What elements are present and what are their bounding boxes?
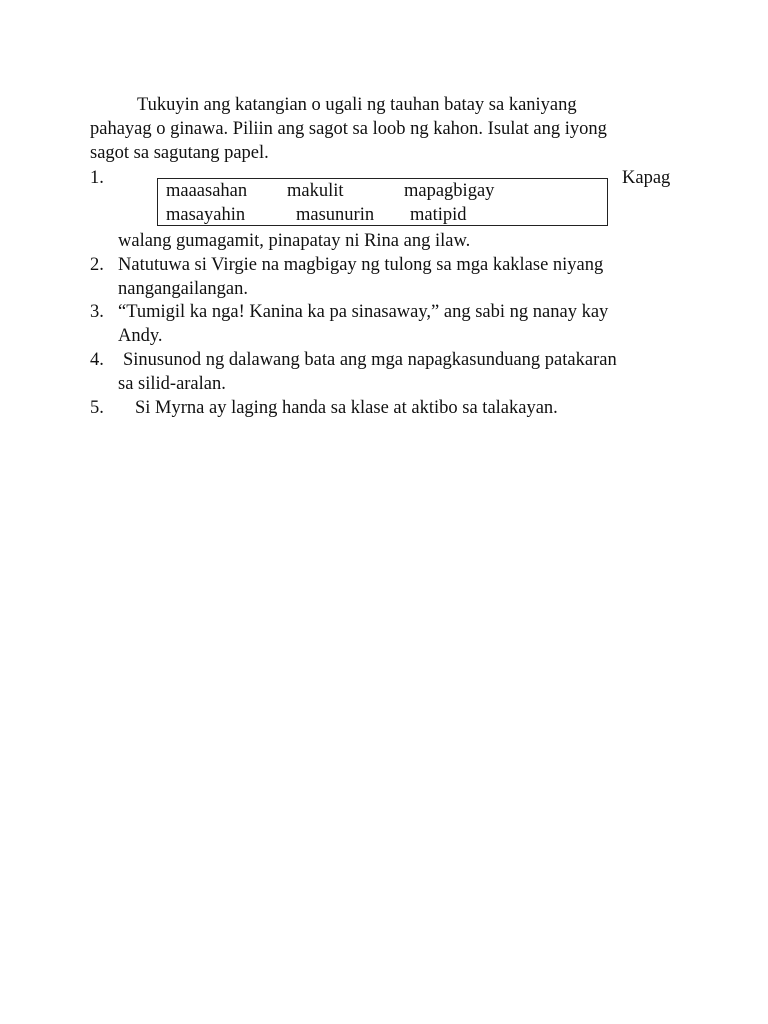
choice-makulit: makulit [287, 181, 344, 201]
choice-masayahin: masayahin [166, 205, 246, 225]
item-1-text-rest: walang gumagamit, pinapatay ni Rina ang ilaw. [118, 231, 471, 251]
item-3-line-1: “Tumigil ka nga! Kanina ka pa sinasaway,” ang sabi ng nanay kay [118, 302, 609, 322]
item-3-number: 3. [90, 302, 104, 322]
item-3-line-2: Andy. [118, 326, 163, 346]
item-1-text-start: Kapag [622, 168, 671, 188]
item-2-line-1: Natutuwa si Virgie na magbigay ng tulong sa mga kaklase niyang [118, 255, 604, 275]
item-5-line-1: Si Myrna ay laging handa sa klase at aktibo sa talakayan. [135, 398, 558, 418]
choice-mapagbigay: mapagbigay [404, 181, 495, 201]
choice-matipid: matipid [410, 205, 467, 225]
choice-box [157, 178, 608, 226]
item-2-number: 2. [90, 255, 104, 275]
choice-masunurin: masunurin [296, 205, 375, 225]
choice-maaasahan: maaasahan [166, 181, 248, 201]
item-2-line-2: nangangailangan. [118, 279, 248, 299]
item-5-number: 5. [90, 398, 104, 418]
instruction-line-3: sagot sa sagutang papel. [90, 143, 269, 163]
instruction-line-2: pahayag o ginawa. Piliin ang sagot sa loob ng kahon. Isulat ang iyong [90, 119, 607, 139]
item-4-line-2: sa silid-aralan. [118, 374, 226, 394]
item-4-number: 4. [90, 350, 104, 370]
item-1-number: 1. [90, 168, 104, 188]
item-4-line-1: Sinusunod ng dalawang bata ang mga napagkasunduang patakaran [123, 350, 617, 370]
instruction-line-1: Tukuyin ang katangian o ugali ng tauhan batay sa kaniyang [137, 95, 577, 115]
